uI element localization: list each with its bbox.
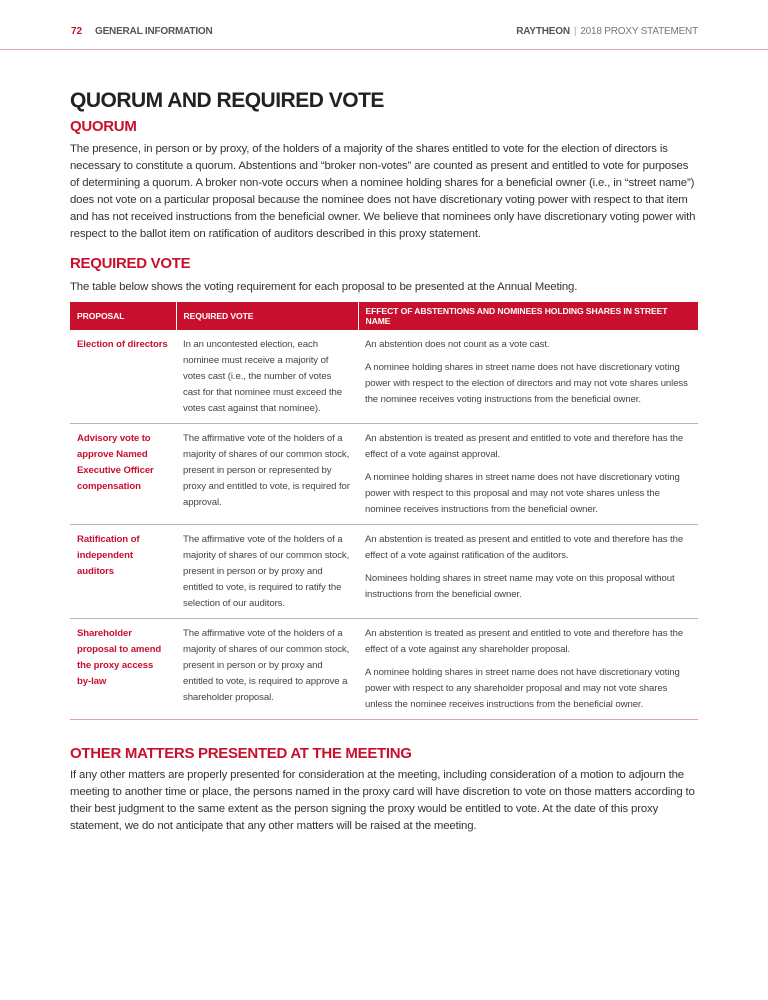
quorum-body: The presence, in person or by proxy, of the holders of a majority of the shares entitled to vote for the election of directors is necessary to constitute a quorum. Abstentions and “broker non-votes” are counted as present and entitled to vote for purposes of determining a quorum. A broker non-vote occurs when a nominee holding shares for a beneficial owner (i.e., in “street name”) does not vote on a particular proposal because the nominee does not have discretionary voting power with respect to that item and has not received instructions from the beneficial owner. We believe that nominees only have discretionary voting power with respect to the ballot item on ratification of auditors described in this proxy statement. (70, 143, 696, 240)
effect-paragraph: A nominee holding shares in street name does not have discretionary voting power with respect to the election of directors and may not vote shares unless the nominee receives voting instructions from the beneficial owner. (365, 362, 688, 405)
document-name: 2018 PROXY STATEMENT (580, 26, 698, 37)
table-row (70, 330, 698, 424)
table-row (70, 619, 698, 720)
column-header-effect: EFFECT OF ABSTENTIONS AND NOMINEES HOLDING SHARES IN STREET NAME (358, 302, 698, 330)
effect-paragraph: An abstention is treated as present and entitled to vote and therefore has the effect of a vote against any shareholder proposal. (365, 628, 684, 655)
brand-name: RAYTHEON (516, 26, 570, 37)
proposal-cell: Advisory vote to approve Named Executive Officer compensation (70, 424, 176, 525)
effect-cell (358, 525, 698, 619)
proposal-cell: Election of directors (70, 330, 176, 424)
table-row (70, 424, 698, 525)
proposal-cell: Shareholder proposal to amend the proxy access by-law (70, 619, 176, 720)
effect-cell (358, 330, 698, 424)
effect-paragraph: An abstention is treated as present and entitled to vote and therefore has the effect of a vote against approval. (365, 433, 684, 460)
page-title: QUORUM AND REQUIRED VOTE (70, 89, 384, 112)
effect-paragraph: A nominee holding shares in street name does not have discretionary voting power with respect to this proposal and may not vote shares unless the nominee receives instructions from the beneficial owner. (365, 472, 680, 515)
column-header-proposal: PROPOSAL (70, 302, 176, 330)
effect-cell (358, 424, 698, 525)
table-header-row (70, 302, 698, 330)
required-vote-cell: In an uncontested election, each nominee must receive a majority of votes cast (i.e., the number of votes cast for that nominee must exceed the votes cast against that nominee). (176, 330, 358, 424)
required-vote-cell: The affirmative vote of the holders of a majority of shares of our common stock, present in person or by proxy and entitled to vote, is required to ratify the selection of our auditors. (176, 525, 358, 619)
effect-cell (358, 619, 698, 720)
page-header (0, 0, 768, 50)
effect-paragraph: Nominees holding shares in street name may vote on this proposal without instructions from the beneficial owner. (365, 573, 675, 600)
required-vote-intro: The table below shows the voting requirement for each proposal to be presented at the Annual Meeting. (70, 281, 578, 293)
other-matters-body: If any other matters are properly presented for consideration at the meeting, including consideration of a motion to adjourn the meeting to another time or place, the persons named in the proxy card will have discretion to vote on those matters according to their best judgment to the same extent as the person signing the proxy would be entitled to vote. At the date of this proxy statement, we do not anticipate that any other matters will be raised at the meeting. (70, 769, 695, 832)
header-separator: | (573, 26, 577, 37)
section-label: GENERAL INFORMATION (95, 26, 213, 37)
document-label (516, 26, 698, 37)
page-content (70, 88, 698, 835)
quorum-heading: QUORUM (70, 118, 137, 135)
voting-requirements-table (70, 302, 698, 720)
required-vote-heading: REQUIRED VOTE (70, 255, 191, 272)
required-vote-cell: The affirmative vote of the holders of a majority of shares of our common stock, present in person or by proxy and entitled to vote, is required to approve a shareholder proposal. (176, 619, 358, 720)
effect-paragraph: An abstention does not count as a vote cast. (365, 339, 550, 350)
column-header-required-vote: REQUIRED VOTE (176, 302, 358, 330)
effect-paragraph: A nominee holding shares in street name does not have discretionary voting power with respect to any shareholder proposal and may not vote shares unless the nominee receives instructions from the beneficial owner. (365, 667, 680, 710)
proposal-cell: Ratification of independent auditors (70, 525, 176, 619)
page-number: 72 (71, 26, 83, 37)
table-row (70, 525, 698, 619)
other-matters-heading: OTHER MATTERS PRESENTED AT THE MEETING (70, 745, 412, 762)
required-vote-cell: The affirmative vote of the holders of a majority of shares of our common stock, present in person or represented by proxy and entitled to vote, is required for approval. (176, 424, 358, 525)
effect-paragraph: An abstention is treated as present and entitled to vote and therefore has the effect of a vote against ratification of the auditors. (365, 534, 684, 561)
